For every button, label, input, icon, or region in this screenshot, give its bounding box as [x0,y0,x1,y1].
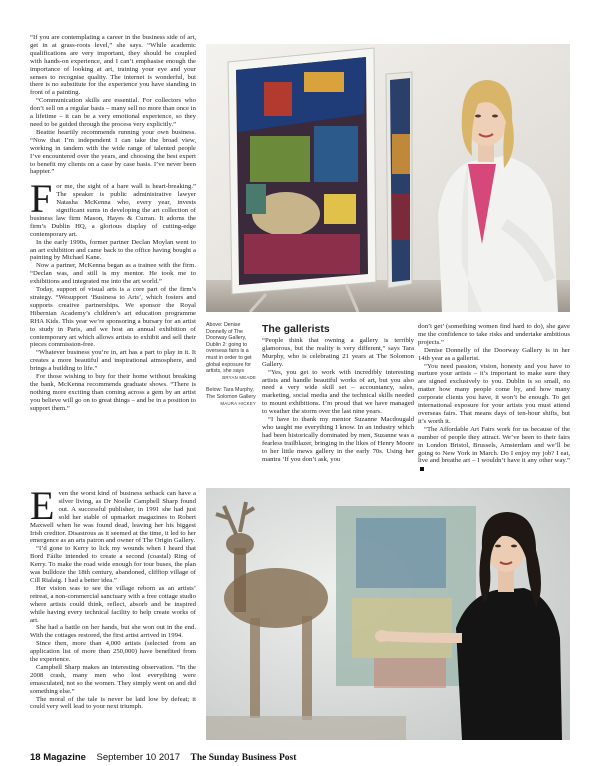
dropcap-text: ven the worst kind of business setback can have a silver living, as Dr Noelle Campbell Sharp found out. A successful publisher, in 1991 she had just sold her stable of upmarket magazines to Robert Maxwell when he was found dead, leaving her his biggest Irish creditor. Disastrous as it seemed at the time, it led to her emergence as an arts patron and owner of The Origin Gallery. [30,490,196,545]
body-paragraph: don’t get’ (something women find hard to do), she gave me the confidence to take risks and undertake ambitious projects.” [418,323,570,346]
page-footer [30,752,296,763]
page-number: 18 Magazine [30,752,86,763]
left-column [30,34,196,476]
body-paragraph: In the early 1990s, former partner Declan Moylan went to an art exhibition and came back to the office having bought a painting by Michael Kane. [30,238,196,262]
dropcap-paragraph [30,490,196,545]
body-paragraph: For those wishing to buy for their home without breaking the bank, McKenna recommends graduate shows. “There is nothing more exciting than coming across a gem by an artist you believe will go on to great things – and be in a position to support them.” [30,373,196,412]
photo-credit-bottom: MAURA HICKEY [220,400,256,406]
photo-credit-top: BRYAN MEADE [222,374,256,380]
caption-top: Above: Denise Donnelly of The Doorway Gallery, Dublin 2: going to overseas fairs is a must in order to get global exposure for artists, she says [206,322,252,375]
publication-name: The Sunday Business Post [190,753,297,763]
dropcap-paragraph [30,176,196,238]
body-paragraph: “If you are contemplating a career in the business side of art, get in at grass-roots level,” she says. “While academic qualifications are very important, they should be coupled with hands-on experience, and I can’t emphasise enough the importance of looking at art, training your eye and your senses to recognise quality. The internet is wonderful, but there is no substitute for the experience you have standing in front of a painting. [30,34,196,97]
body-paragraph: Today, support of visual arts is a core part of the firm’s strategy. “Wesupport ‘Business to Arts’, which fosters and supports creative partnerships. We sponsor the Royal Hibernian Academy’s children’s art education programme RHA Kids. This year we’re sponsoring a bursary for an artist to study in Paris, and we host an annual exhibition of contemporary art which allows artists to exhibit and sell their pieces commission-free. [30,286,196,349]
left-column-bottom [30,490,196,752]
body-paragraph: Campbell Sharp makes an interesting observation. “In the 2008 crash, many men who lost everything were emasculated, not so the women. They simply went on and did something else.” [30,663,196,695]
body-paragraph: “Communication skills are essential. For collectors who don’t sell on a regular basis – many sell no more than once in a lifetime – it can be a very emotional experience, so they need to be guided through the process very explicitly.” [30,97,196,128]
body-paragraph: “You need passion, vision, honesty and you have to nurture your artists – it’s important to make sure they are signed exclusively to you. Dublin is so small, no matter how many people come by, and how many corporate clients you have, it won’t be enough. To get international exposure for your artists you must attend overseas fairs. That means days of ten-hour shifts, but it’s worth it. [418,362,570,425]
right-column [418,323,570,485]
body-paragraph: “People think that owning a gallery is terribly glamorous, but the reality is very different,” says Tara Murphy, who is celebrating 21 years at The Solomon Gallery. [262,337,414,368]
middle-column [262,337,414,483]
photo-denise-donnelly [206,44,570,312]
issue-date: September 10 2017 [96,752,180,763]
body-paragraph: Now a partner, McKenna began as a trainee with the firm. “Declan was, and still is my mentor. He took me to exhibitions and integrated me into the art world.” [30,262,196,286]
body-paragraph [418,426,570,473]
photo-tara-murphy [206,488,570,740]
photo-tara-murphy-image [206,488,570,740]
body-paragraph: She had a battle on her hands, but she won out in the end. With the cottages restored, the first artist arrived in 1994. [30,624,196,640]
body-paragraph: “Yes, you get to work with incredibly interesting artists and handle beautiful works of art, but you also need a very wide skill set – accountancy, sales, marketing, social media and the technical skills needed to mount exhibitions. I’m proud that we have managed to weather the storm over the last nine years. [262,368,414,416]
end-mark-icon [420,467,424,471]
body-paragraph: Denise Donnelly of the Doorway Gallery is in her 14th year as a gallerist. [418,346,570,362]
body-paragraph: Her vision was to see the village reborn as an artists’ retreat, a non-commercial sanctuary with a free cottage studio where artists could think, reflect, absorb and be inspired while having every technical facility to help create works of art. [30,584,196,624]
caption-bottom: Below: Tara Murphy, The Solomon Gallery [206,387,256,400]
photo-captions [206,322,256,413]
dropcap-text: or me, the sight of a bare wall is heart-breaking.” The speaker is public administrative lawyer Natasha McKenna who, every year, invests significant sums in developing the art collection of business law firm Mason, Hayes & Curran. It adorns the firm’s Dublin HQ, a glorious display of cutting-edge contemporary art. [30,183,196,238]
body-paragraph: The moral of the tale is never be laid low by defeat; it could very well lead to your next triumph. [30,695,196,711]
body-paragraph: “Whatever business you’re in, art has a part to play in it. It creates a more beautiful and inspirational atmosphere, and brings a building to life.” [30,349,196,373]
body-paragraph: “I have to thank my mentor Suzanne Macdougald who taught me everything I know. In an industry which had been historically dominated by men, Suzanne was a fearless trailblazer, bringing in the likes of Henry Moore to her little mews gallery in the early 70s. Using her mantra ‘If you don’t ask, you [262,416,414,463]
section-heading: The gallerists [262,323,330,335]
dropcap: F [30,176,53,222]
body-paragraph-text: “The Affordable Art Fairs work for us because of the number of people they attract. We’ve been to their fairs in London Bristol, Brussels, Amsterdam and we’ll be going to New York in March. Do I enjoy my job? I eat, live and breathe art – I wouldn’t have it any other way.” [418,425,570,465]
body-paragraph: Beattie heartily recommends running your own business. “Now that I’m independent I can take the broad view, working in tandem with the wide range of talented people I’ve encountered over the years, and choosing the best expert to benefit my clients on a case by case basis. I’ve never been happier.” [30,128,196,176]
body-paragraph: Since then, more than 4,000 artists (selected from an application list of more than 250,000) have benefited from the experience. [30,640,196,664]
photo-denise-donnelly-image [206,44,570,312]
dropcap: E [30,490,55,528]
body-paragraph: “I’d gone to Kerry to lick my wounds when I heard that Bord Fáilte intended to create a second (coastal) Ring of Kerry. To make the road wide enough for tour buses, the plan was bulldoze the 18th century, abandoned, clifftop village of Cill Rialaig. I had a better idea.” [30,545,196,584]
